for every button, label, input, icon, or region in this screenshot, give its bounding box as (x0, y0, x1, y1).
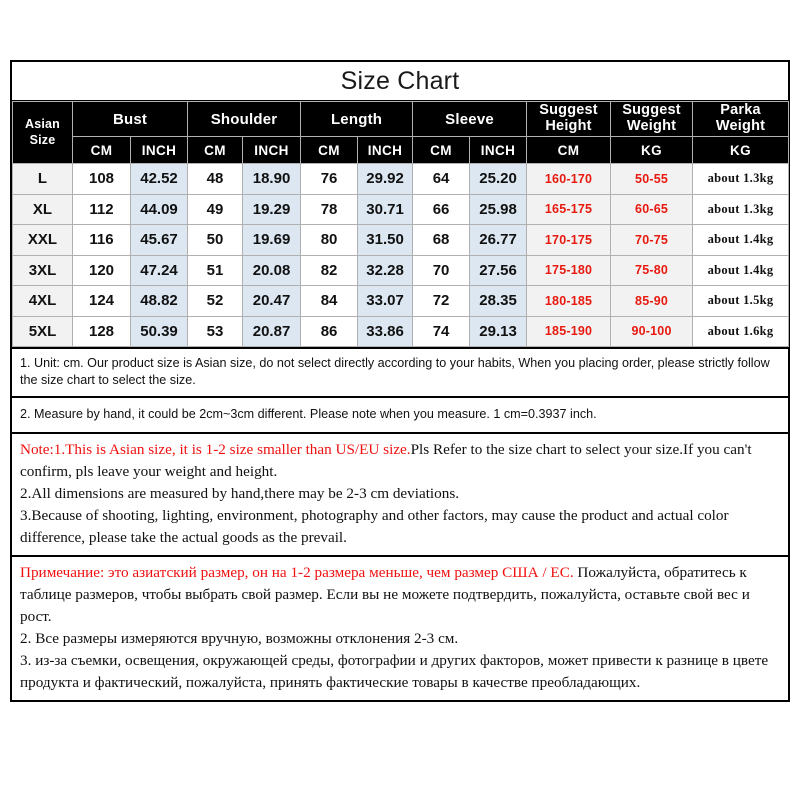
note-en-line1-black: Pls Refer to the size chart to select your size.If you can't confirm, pls leave your weight and height. (20, 440, 752, 480)
header-unit-sleeve-cm: CM (413, 137, 470, 164)
cell-suggest-weight: 75-80 (611, 255, 693, 286)
cell-length-cm: 76 (301, 164, 358, 195)
cell-bust-cm: 116 (73, 225, 131, 256)
cell-suggest-height: 160-170 (527, 164, 611, 195)
header-unit-suggest-weight-kg: KG (611, 137, 693, 164)
header-suggest-height-line1: Suggest (539, 102, 598, 119)
table-row (13, 225, 789, 256)
cell-size: 3XL (13, 255, 73, 286)
header-unit-length-cm: CM (301, 137, 358, 164)
cell-length-inch: 30.71 (358, 194, 413, 225)
cell-length-inch: 33.07 (358, 286, 413, 317)
table-row (13, 164, 789, 195)
cell-parka-weight: about 1.3kg (693, 164, 789, 195)
note-en-line3: 3.Because of shooting, lighting, environment, photography and other factors, may cause the product and actual color difference, please take the actual goods as the prevail. (20, 506, 729, 546)
cell-bust-inch: 42.52 (131, 164, 188, 195)
cell-sleeve-cm: 68 (413, 225, 470, 256)
cell-size: 5XL (13, 316, 73, 347)
cell-length-cm: 80 (301, 225, 358, 256)
table-header (13, 102, 789, 164)
header-suggest-weight-line2: Weight (626, 118, 677, 134)
cell-shoulder-cm: 51 (188, 255, 243, 286)
note-measure-by-hand: 2. Measure by hand, it could be 2cm~3cm different. Please note when you measure. 1 cm=0.3937 inch. (12, 396, 788, 432)
note-en-line1 (20, 439, 780, 483)
cell-sleeve-inch: 27.56 (470, 255, 527, 286)
header-group-parka-weight (693, 102, 789, 137)
cell-size: XXL (13, 225, 73, 256)
note-ru-line2: 2. Все размеры измеряются вручную, возможны отклонения 2-3 см. (20, 629, 459, 647)
header-suggest-weight-line1: Suggest (622, 102, 681, 119)
cell-bust-inch: 47.24 (131, 255, 188, 286)
cell-sleeve-cm: 70 (413, 255, 470, 286)
header-group-suggest-weight (611, 102, 693, 137)
cell-size: XL (13, 194, 73, 225)
cell-bust-cm: 120 (73, 255, 131, 286)
cell-shoulder-cm: 52 (188, 286, 243, 317)
cell-parka-weight: about 1.3kg (693, 194, 789, 225)
header-group-bust: Bust (73, 102, 188, 137)
note-ru-line1 (20, 562, 780, 628)
cell-bust-cm: 128 (73, 316, 131, 347)
table-body (13, 164, 789, 347)
cell-shoulder-cm: 49 (188, 194, 243, 225)
cell-sleeve-cm: 72 (413, 286, 470, 317)
cell-sleeve-cm: 74 (413, 316, 470, 347)
cell-length-inch: 33.86 (358, 316, 413, 347)
header-asian-size-line2: Size (29, 132, 56, 147)
cell-sleeve-inch: 29.13 (470, 316, 527, 347)
note-unit-cm: 1. Unit: cm. Our product size is Asian size, do not select directly according to your habits, When you placing order, please strictly follow the size chart to select the size. (12, 347, 788, 396)
note-block-english (12, 432, 788, 555)
cell-bust-cm: 124 (73, 286, 131, 317)
cell-shoulder-inch: 20.08 (243, 255, 301, 286)
note-block-russian (12, 555, 788, 700)
header-group-sleeve: Sleeve (413, 102, 527, 137)
cell-sleeve-inch: 26.77 (470, 225, 527, 256)
header-unit-bust-cm: CM (73, 137, 131, 164)
cell-size: 4XL (13, 286, 73, 317)
cell-suggest-height: 175-180 (527, 255, 611, 286)
cell-suggest-weight: 70-75 (611, 225, 693, 256)
header-suggest-height-line2: Height (545, 118, 592, 134)
cell-suggest-weight: 60-65 (611, 194, 693, 225)
header-group-length: Length (301, 102, 413, 137)
table-row (13, 255, 789, 286)
cell-bust-inch: 48.82 (131, 286, 188, 317)
cell-shoulder-inch: 19.69 (243, 225, 301, 256)
cell-length-inch: 31.50 (358, 225, 413, 256)
page-title: Size Chart (340, 66, 460, 95)
note-en-line1-red: Note:1.This is Asian size, it is 1-2 size smaller than US/EU size. (20, 440, 411, 458)
cell-shoulder-inch: 20.47 (243, 286, 301, 317)
cell-parka-weight: about 1.6kg (693, 316, 789, 347)
cell-suggest-weight: 90-100 (611, 316, 693, 347)
cell-shoulder-inch: 20.87 (243, 316, 301, 347)
cell-length-inch: 32.28 (358, 255, 413, 286)
cell-length-inch: 29.92 (358, 164, 413, 195)
cell-shoulder-cm: 53 (188, 316, 243, 347)
header-group-suggest-height (527, 102, 611, 137)
header-row-groups (13, 102, 789, 137)
cell-shoulder-cm: 50 (188, 225, 243, 256)
header-unit-bust-inch: INCH (131, 137, 188, 164)
cell-shoulder-inch: 18.90 (243, 164, 301, 195)
cell-length-cm: 78 (301, 194, 358, 225)
cell-sleeve-inch: 28.35 (470, 286, 527, 317)
cell-parka-weight: about 1.4kg (693, 255, 789, 286)
note-ru-line1-black: Пожалуйста, обратитесь к таблице размеров, чтобы выбрать свой размер. Если вы не можете подтвердить, пожалуйста, оставьте свой вес и рост. (20, 563, 750, 625)
title-bar (12, 62, 788, 101)
cell-bust-inch: 45.67 (131, 225, 188, 256)
header-asian-size-line1: Asian (24, 116, 61, 131)
size-table (12, 101, 789, 347)
cell-suggest-weight: 85-90 (611, 286, 693, 317)
note-ru-line3: 3. из-за съемки, освещения, окружающей среды, фотографии и других факторов, может привести к разнице в цвете продукта и фактический, пожалуйста, принять фактические товары в качестве преобладающих. (20, 651, 769, 691)
cell-suggest-weight: 50-55 (611, 164, 693, 195)
note-ru-line1-red: Примечание: это азиатский размер, он на 1-2 размера меньше, чем размер США / ЕС. (20, 563, 574, 581)
note-en-line2: 2.All dimensions are measured by hand,there may be 2-3 cm deviations. (20, 484, 460, 502)
cell-bust-cm: 112 (73, 194, 131, 225)
header-row-units (13, 137, 789, 164)
cell-size: L (13, 164, 73, 195)
cell-sleeve-cm: 66 (413, 194, 470, 225)
header-unit-parka-weight-kg: KG (693, 137, 789, 164)
header-unit-shoulder-inch: INCH (243, 137, 301, 164)
header-unit-suggest-height-cm: CM (527, 137, 611, 164)
cell-length-cm: 84 (301, 286, 358, 317)
cell-sleeve-inch: 25.98 (470, 194, 527, 225)
cell-suggest-height: 165-175 (527, 194, 611, 225)
cell-bust-cm: 108 (73, 164, 131, 195)
size-chart-frame (10, 60, 790, 702)
cell-length-cm: 82 (301, 255, 358, 286)
cell-sleeve-cm: 64 (413, 164, 470, 195)
cell-parka-weight: about 1.5kg (693, 286, 789, 317)
table-row (13, 316, 789, 347)
cell-parka-weight: about 1.4kg (693, 225, 789, 256)
header-unit-shoulder-cm: CM (188, 137, 243, 164)
cell-suggest-height: 170-175 (527, 225, 611, 256)
cell-suggest-height: 185-190 (527, 316, 611, 347)
cell-shoulder-cm: 48 (188, 164, 243, 195)
cell-shoulder-inch: 19.29 (243, 194, 301, 225)
cell-sleeve-inch: 25.20 (470, 164, 527, 195)
header-asian-size (13, 102, 73, 164)
header-unit-length-inch: INCH (358, 137, 413, 164)
cell-bust-inch: 44.09 (131, 194, 188, 225)
table-row (13, 286, 789, 317)
header-unit-sleeve-inch: INCH (470, 137, 527, 164)
cell-bust-inch: 50.39 (131, 316, 188, 347)
header-parka-weight-line1: Parka (720, 102, 761, 119)
header-parka-weight-line2: Weight (715, 118, 766, 134)
cell-length-cm: 86 (301, 316, 358, 347)
header-group-shoulder: Shoulder (188, 102, 301, 137)
cell-suggest-height: 180-185 (527, 286, 611, 317)
table-row (13, 194, 789, 225)
